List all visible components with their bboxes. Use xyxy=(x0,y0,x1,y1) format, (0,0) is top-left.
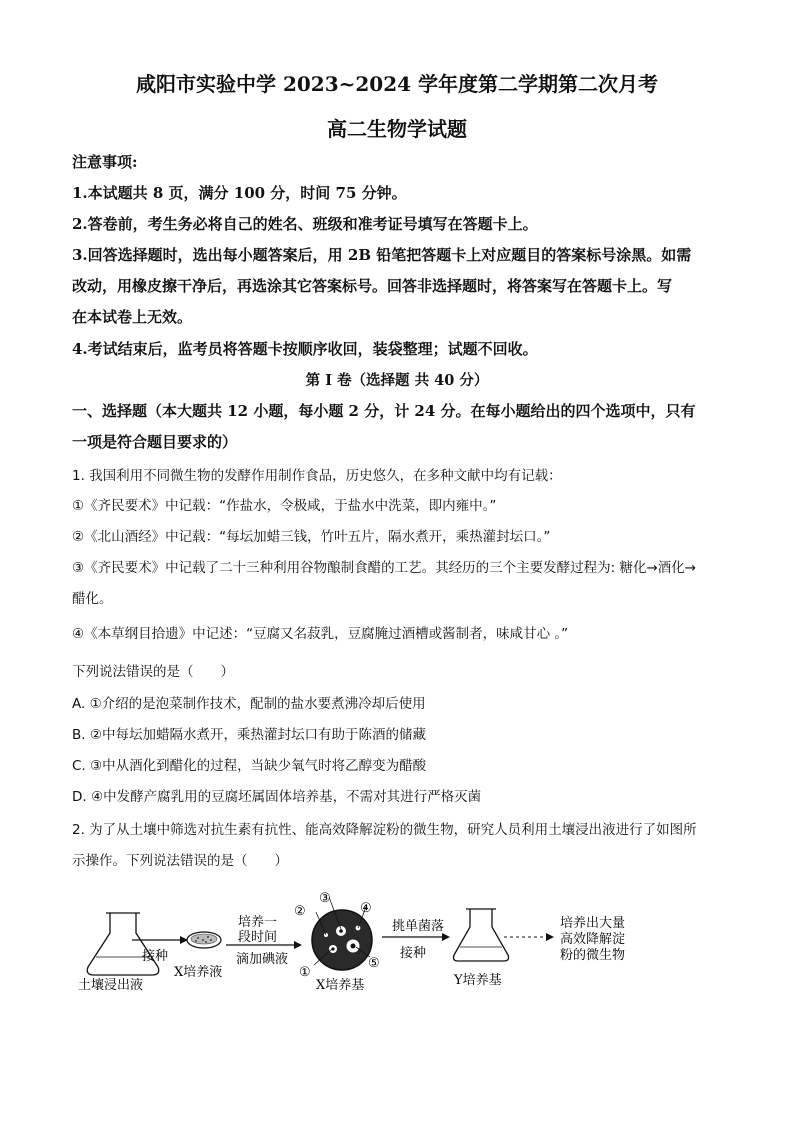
question-1-ref-3-cont: 醋化。 xyxy=(72,591,113,607)
question-1-ref-3: ③《齐民要术》中记载了二十三种利用谷物酿制食醋的工艺。其经历的三个主要发酵过程为: 糖化→酒化→ xyxy=(72,560,697,576)
exam-title: 咸阳市实验中学 2023~2024 学年度第二学期第二次月考 xyxy=(135,72,658,96)
marker-1: ① xyxy=(299,965,311,980)
question-1-ref-4: ④《本草纲目拾遗》中记述：“豆腐又名菽乳，豆腐腌过酒槽或酱制者，味咸甘心 。” xyxy=(72,626,569,642)
soil-extract-label: 土壤浸出液 xyxy=(78,978,144,993)
section-heading: 一、选择题（本大题共 12 小题，每小题 2 分，计 24 分。在每小题给出的四个选项中，只有 xyxy=(72,402,696,420)
x-medium-label: X培养基 xyxy=(316,978,365,993)
question-1-option-d: D. ④中发酵产腐乳用的豆腐坯属固体培养基，不需对其进行严格灭菌 xyxy=(72,789,482,805)
experiment-figure xyxy=(70,885,670,1000)
x-liquid-label: X培养液 xyxy=(174,965,223,980)
y-medium-flask-icon xyxy=(454,909,509,961)
inoculate-label-1: 接种 xyxy=(142,949,169,964)
question-1-option-a: A. ①介绍的是泡菜制作技术，配制的盐水要煮沸冷却后使用 xyxy=(72,696,426,712)
question-1-ref-2: ②《北山酒经》中记载：“每坛加蜡三钱，竹叶五片，隔水煮开，乘热灌封坛口。” xyxy=(72,529,551,545)
notice-heading: 注意事项: xyxy=(72,153,138,171)
marker-5: ⑤ xyxy=(368,956,380,971)
notice-item-3: 3.回答选择题时，选出每小题答案后，用 2B 铅笔把答题卡上对应题目的答案标号涂黑。如需 xyxy=(72,246,692,264)
inoculate-label-2: 接种 xyxy=(400,946,427,961)
result-label-3: 粉的微生物 xyxy=(560,948,626,963)
question-1-stem: 1. 我国利用不同微生物的发酵作用制作食品，历史悠久，在多种文献中均有记载： xyxy=(72,468,562,484)
volume-title: 第 I 卷（选择题 共 40 分） xyxy=(305,372,489,389)
notice-item-2: 2.答卷前，考生务必将自己的姓名、班级和准考证号填写在答题卡上。 xyxy=(72,215,538,233)
question-1-ask: 下列说法错误的是（ ） xyxy=(72,664,234,680)
section-heading-cont: 一项是符合题目要求的） xyxy=(72,433,238,451)
marker-4: ④ xyxy=(360,901,372,916)
culture-time-label-1: 培养一 xyxy=(238,915,278,930)
notice-item-3-cont: 改动，用橡皮擦干净后，再选涂其它答案标号。回答非选择题时，将答案写在答题卡上。写 xyxy=(72,277,673,295)
soil-flask-icon xyxy=(87,913,159,975)
result-label-1: 培养出大量 xyxy=(560,916,626,931)
marker-2: ② xyxy=(294,904,306,919)
notice-item-3-cont2: 在本试卷上无效。 xyxy=(72,308,193,326)
question-1-option-b: B. ②中每坛加蜡隔水煮开，乘热灌封坛口有助于陈酒的储藏 xyxy=(72,727,426,743)
x-liquid-dish-icon xyxy=(187,932,221,948)
notice-item-4: 4.考试结束后，监考员将答题卡按顺序收回，装袋整理；试题不回收。 xyxy=(72,340,538,358)
notice-item-1: 1.本试题共 8 页，满分 100 分，时间 75 分钟。 xyxy=(72,184,407,202)
question-1-ref-1: ①《齐民要术》中记载：“作盐水，令极咸，于盐水中洗菜，即内雍中。” xyxy=(72,498,497,514)
result-label-2: 高效降解淀 xyxy=(560,932,626,947)
marker-3: ③ xyxy=(319,891,331,906)
question-2-stem: 2. 为了从土壤中筛选对抗生素有抗性、能高效降解淀粉的微生物，研究人员利用土壤浸出液进行了如图所 xyxy=(72,822,697,838)
exam-subtitle: 高二生物学试题 xyxy=(327,117,467,141)
question-1-option-c: C. ③中从酒化到醋化的过程，当缺少氧气时将乙醇变为醋酸 xyxy=(72,758,427,774)
culture-time-label-2: 段时间 xyxy=(238,930,278,945)
pick-colony-label: 挑单菌落 xyxy=(392,919,445,934)
y-medium-label: Y培养基 xyxy=(454,973,502,988)
iodine-label: 滴加碘液 xyxy=(236,952,289,967)
question-2-stem-cont: 示操作。下列说法错误的是（ ） xyxy=(72,853,288,869)
